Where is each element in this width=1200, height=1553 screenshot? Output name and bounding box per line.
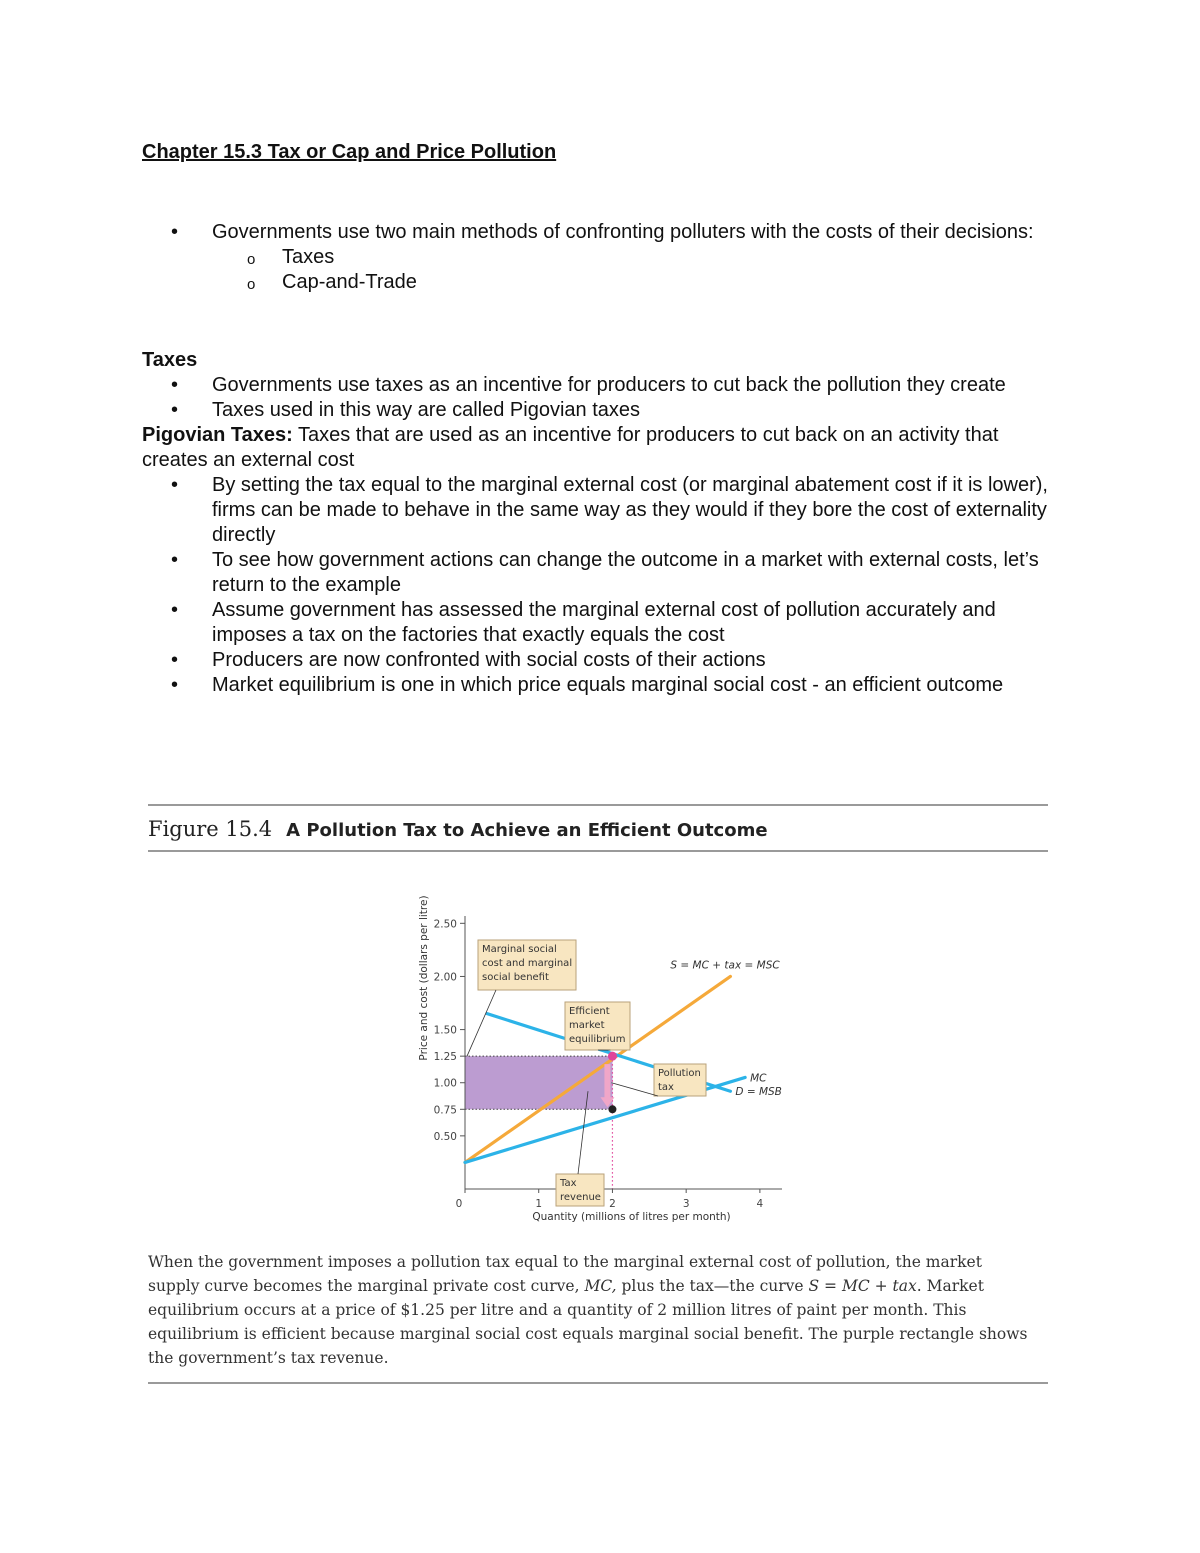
- x-axis-title: Quantity (millions of litres per month): [532, 1211, 731, 1223]
- curve-label-msc: S = MC + tax = MSC: [670, 959, 780, 972]
- figure-title: [148, 806, 1048, 850]
- caption-part-italic: S = MC + tax: [808, 1277, 917, 1295]
- intro-bullet-list: [142, 220, 1042, 295]
- annotation-pollution-tax-leader: [611, 1083, 658, 1096]
- taxes-bullet-list: [142, 373, 1062, 423]
- y-tick-label: 2.50: [433, 918, 457, 931]
- figure-bottom-rule: [148, 1382, 1048, 1384]
- list-item: • By setting the tax equal to the marginal external cost (or marginal abatement cost if it is lower), firms can be made to behave in the same way as they would if they bore the cost of externality directly: [142, 473, 1062, 548]
- intro-bullet-text: Governments use two main methods of confronting polluters with the costs of their decisions:: [212, 221, 1034, 243]
- annotation-msc-msb-leader: [467, 990, 496, 1056]
- pigovian-definition: [142, 423, 1062, 473]
- taxes-heading: Taxes: [142, 349, 198, 371]
- x-tick-label: 1: [535, 1198, 543, 1210]
- annotation-tax-revenue-text: Tax: [560, 1178, 577, 1189]
- intro-section: [142, 220, 1042, 295]
- figure-number: Figure 15.4: [148, 817, 273, 841]
- caption-part: When the government imposes a pollution tax equal to the marginal external cost of pollution, the market supply curve becomes the marginal private cost curve,: [148, 1253, 982, 1295]
- annotation-pollution-tax-text: Pollution: [658, 1068, 701, 1079]
- y-tick-label: 0.75: [433, 1104, 457, 1117]
- annotation-efficient-text: equilibrium: [569, 1034, 626, 1045]
- caption-part: . Market equilibrium occurs at a price of $1.25 per litre and a quantity of 2 million litres of paint per month. This equilibrium is efficient because marginal social cost equals marginal social benefit. The purple rectangle shows the government’s tax revenue.: [148, 1277, 1028, 1367]
- x-tick-label: 4: [756, 1198, 764, 1210]
- pigovian-bullet-list: [142, 473, 1062, 698]
- figure-caption: [148, 1250, 1038, 1370]
- y-tick-label: 2.00: [433, 971, 457, 984]
- annotation-efficient-text: Efficient: [569, 1006, 610, 1017]
- figure-15-4: [148, 804, 1048, 1384]
- chart-container: [148, 852, 1048, 1232]
- method-item-taxes: o Taxes: [142, 245, 1042, 270]
- annotation-msc-msb-text: social benefit: [482, 972, 549, 983]
- figure-title-text: A Pollution Tax to Achieve an Efficient Outcome: [286, 820, 768, 841]
- caption-part: plus the tax—the curve: [616, 1277, 809, 1295]
- pollution-tax-chart: [148, 852, 1048, 1232]
- list-item: • Taxes used in this way are called Pigovian taxes: [142, 398, 1062, 423]
- list-item: • To see how government actions can change the outcome in a market with external costs, let’s return to the example: [142, 548, 1062, 598]
- y-tick-label: 1.50: [433, 1024, 457, 1037]
- intro-bullet: [142, 220, 1042, 295]
- taxes-section: [142, 348, 1062, 698]
- list-item: • Producers are now confronted with social costs of their actions: [142, 648, 1062, 673]
- x-tick-label: 3: [682, 1198, 690, 1210]
- tax-revenue-rect: [465, 1056, 612, 1109]
- list-item: • Assume government has assessed the marginal external cost of pollution accurately and imposes a tax on the factories that exactly equals the cost: [142, 598, 1062, 648]
- curve-label-mc: MC: [750, 1072, 767, 1085]
- y-axis-title: Price and cost (dollars per litre): [418, 895, 430, 1061]
- annotation-pollution-tax-text: tax: [658, 1082, 674, 1093]
- definition-text: Taxes that are used as an incentive for producers to cut back on an activity that creates an external cost: [142, 424, 999, 471]
- x-tick-label: 0: [455, 1198, 463, 1210]
- equilibrium-point: [608, 1052, 617, 1061]
- annotation-msc-msb-text: cost and marginal: [482, 958, 573, 969]
- annotation-tax-revenue-text: revenue: [560, 1192, 601, 1203]
- methods-list: [212, 245, 1042, 295]
- y-tick-label: 0.50: [433, 1130, 457, 1143]
- x-tick-label: 2: [609, 1198, 616, 1210]
- y-tick-label: 1.25: [433, 1051, 457, 1064]
- page-title: Chapter 15.3 Tax or Cap and Price Pollution: [142, 141, 557, 163]
- y-tick-label: 1.00: [433, 1077, 457, 1090]
- method-item-cap-and-trade: o Cap-and-Trade: [142, 270, 1042, 295]
- annotation-msc-msb-text: Marginal social: [482, 944, 557, 955]
- mc-point: [608, 1105, 616, 1113]
- list-item: • Governments use taxes as an incentive for producers to cut back the pollution they create: [142, 373, 1062, 398]
- list-item: • Market equilibrium is one in which price equals marginal social cost - an efficient outcome: [142, 673, 1062, 698]
- caption-part-italic: MC,: [584, 1277, 617, 1295]
- annotation-efficient-text: market: [569, 1020, 605, 1031]
- definition-term: Pigovian Taxes:: [142, 424, 293, 446]
- curve-label-msb: D = MSB: [735, 1086, 782, 1099]
